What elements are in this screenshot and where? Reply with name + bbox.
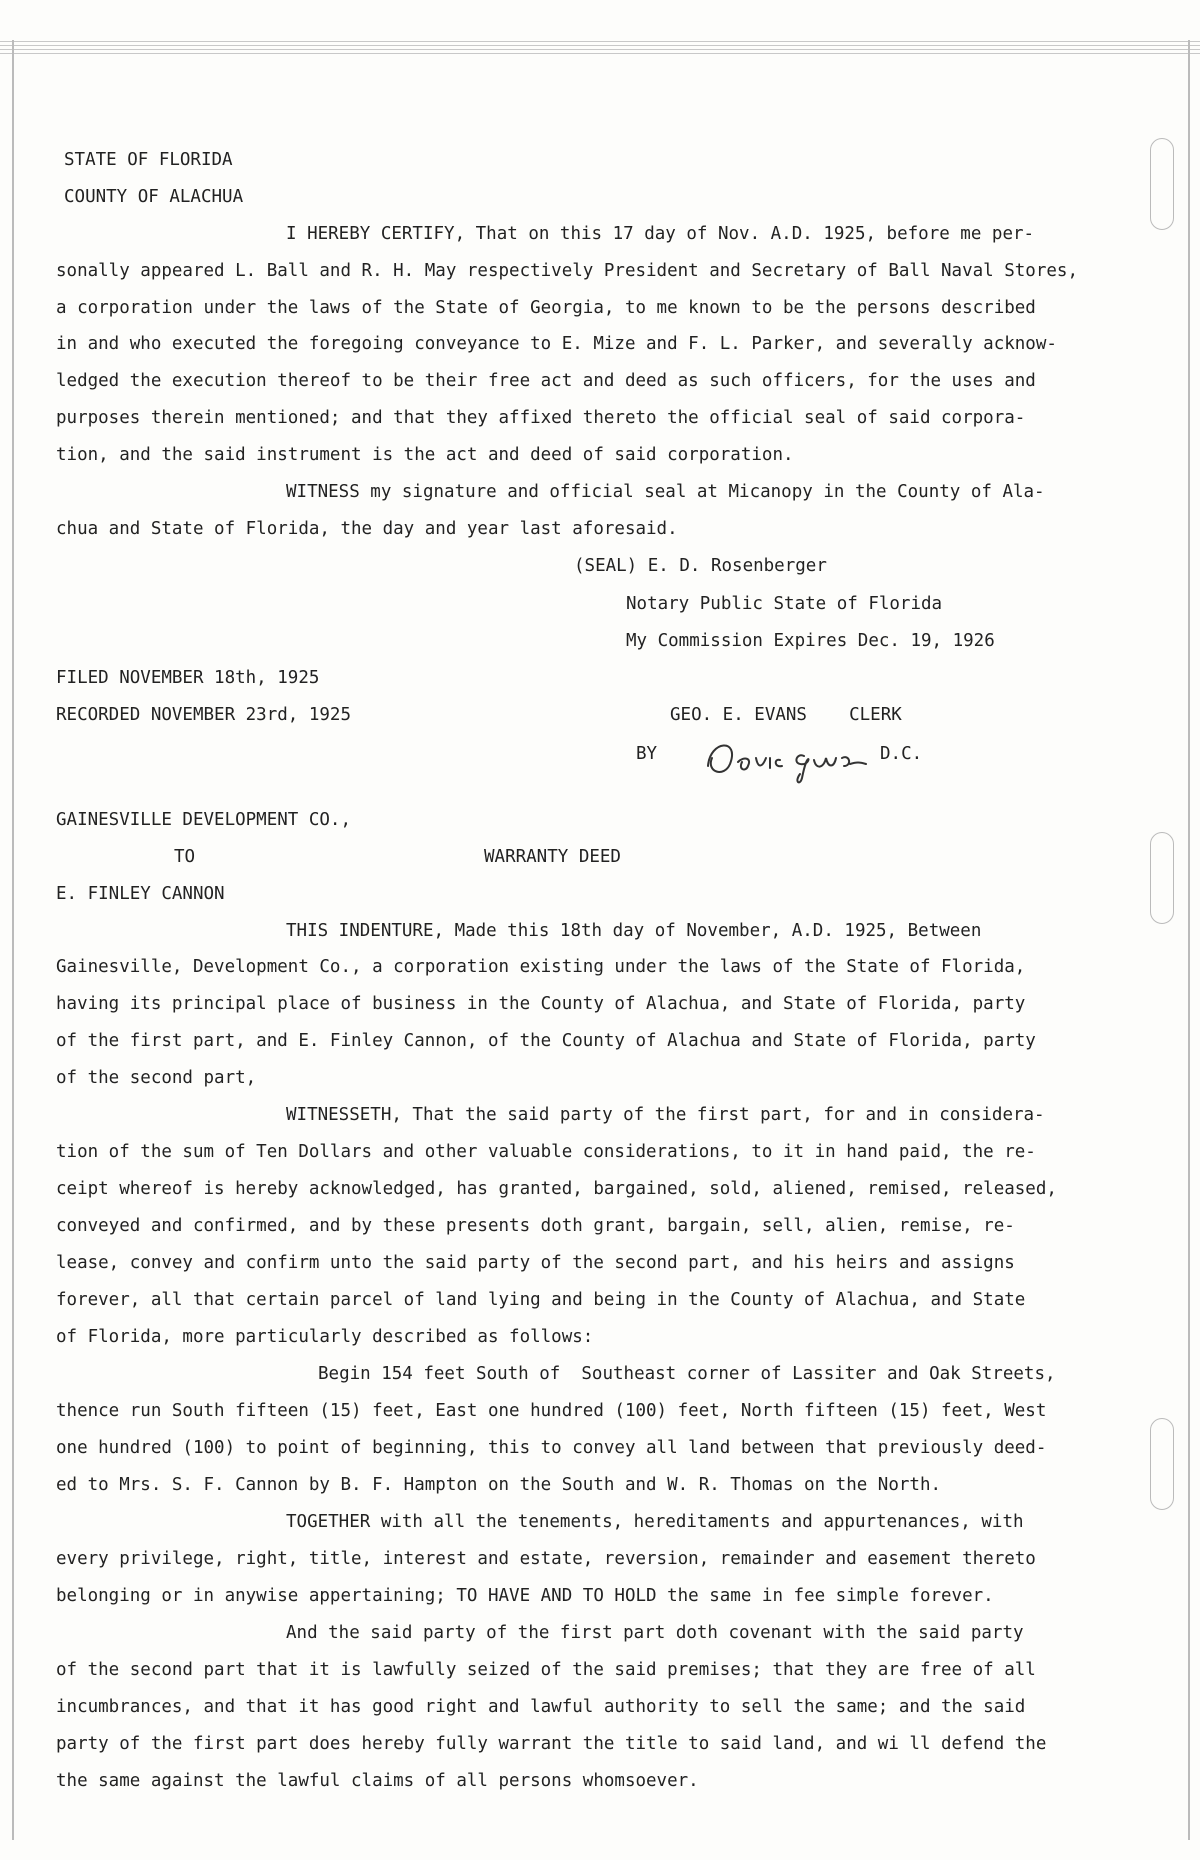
certificate-line: tion, and the said instrument is the act and deed of said corporation. (56, 445, 794, 465)
witnesseth-line: lease, convey and confirm unto the said party of the second part, and his heirs and assigns (56, 1253, 1015, 1273)
right-margin-rule (1188, 40, 1190, 1840)
witness-line: WITNESS my signature and official seal at Micanopy in the County of Ala- (286, 482, 1045, 502)
covenant-line: the same against the lawful claims of all persons whomsoever. (56, 1771, 699, 1791)
description-line: ed to Mrs. S. F. Cannon by B. F. Hampton on the South and W. R. Thomas on the North. (56, 1475, 942, 1495)
left-margin-rule (12, 40, 14, 1840)
county-heading: COUNTY OF ALACHUA (64, 187, 244, 207)
together-line: every privilege, right, title, interest and estate, reversion, remainder and easement thereto (56, 1549, 1036, 1569)
seal-notary-name: (SEAL) E. D. Rosenberger (574, 556, 827, 576)
witnesseth-line: forever, all that certain parcel of land lying and being in the County of Alachua, and State (56, 1290, 1026, 1310)
together-line: TOGETHER with all the tenements, hereditaments and appurtenances, with (286, 1512, 1024, 1532)
indenture-line: THIS INDENTURE, Made this 18th day of November, A.D. 1925, Between (286, 921, 982, 941)
grantee-name: E. FINLEY CANNON (56, 884, 225, 904)
deed-type: WARRANTY DEED (484, 847, 621, 867)
indenture-line: of the second part, (56, 1068, 257, 1088)
witnesseth-line: tion of the sum of Ten Dollars and other valuable considerations, to it in hand paid, the re- (56, 1142, 1036, 1162)
notary-title: Notary Public State of Florida (626, 594, 943, 614)
state-heading: STATE OF FLORIDA (64, 150, 233, 170)
witnesseth-line: WITNESSETH, That the said party of the first part, for and in considera- (286, 1105, 1045, 1125)
certificate-line: purposes therein mentioned; and that they affixed thereto the official seal of said corpora- (56, 408, 1026, 428)
covenant-line: incumbrances, and that it has good right and lawful authority to sell the same; and the said (56, 1697, 1026, 1717)
certificate-line: ledged the execution thereof to be their free act and deed as such officers, for the uses and (56, 371, 1036, 391)
certificate-line: sonally appeared L. Ball and R. H. May respectively President and Secretary of Ball Naval Stores, (56, 261, 1078, 281)
together-line: belonging or in anywise appertaining; TO HAVE AND TO HOLD the same in fee simple forever. (56, 1586, 994, 1606)
filed-date: FILED NOVEMBER 18th, 1925 (56, 668, 320, 688)
certificate-line: I HEREBY CERTIFY, That on this 17 day of Nov. A.D. 1925, before me per- (286, 224, 1035, 244)
binder-hole-middle (1150, 832, 1174, 924)
indenture-line: having its principal place of business in the County of Alachua, and State of Florida, party (56, 994, 1026, 1014)
clerk-name: GEO. E. EVANS CLERK (670, 705, 902, 725)
witnesseth-line: conveyed and confirmed, and by these presents doth grant, bargain, sell, alien, remise, re- (56, 1216, 1015, 1236)
binder-hole-top (1150, 138, 1174, 230)
witness-line: chua and State of Florida, the day and year last aforesaid. (56, 519, 678, 539)
covenant-line: And the said party of the first part doth covenant with the said party (286, 1623, 1024, 1643)
indenture-line: Gainesville, Development Co., a corporation existing under the laws of the State of Florida, (56, 957, 1026, 977)
binder-hole-bottom (1150, 1418, 1174, 1510)
description-line: one hundred (100) to point of beginning, this to convey all land between that previously deed- (56, 1438, 1047, 1458)
covenant-line: of the second part that it is lawfully seized of the said premises; that they are free of all (56, 1660, 1036, 1680)
witnesseth-line: of Florida, more particularly described as follows: (56, 1327, 594, 1347)
deputy-clerk-label: D.C. (880, 744, 923, 764)
description-line: Begin 154 feet South of Southeast corner of Lassiter and Oak Streets, (318, 1364, 1056, 1384)
indenture-line: of the first part, and E. Finley Cannon, of the County of Alachua and State of Florida, party (56, 1031, 1036, 1051)
certificate-line: in and who executed the foregoing conveyance to E. Mize and F. L. Parker, and severally acknow- (56, 334, 1057, 354)
covenant-line: party of the first part does hereby fully warrant the title to said land, and wi ll defend the (56, 1734, 1047, 1754)
grantor-name: GAINESVILLE DEVELOPMENT CO., (56, 810, 352, 830)
by-label: BY (636, 744, 658, 764)
certificate-line: a corporation under the laws of the State of Georgia, to me known to be the persons described (56, 298, 1036, 318)
to-label: TO (174, 847, 196, 867)
top-border (0, 38, 1200, 54)
witnesseth-line: ceipt whereof is hereby acknowledged, has granted, bargained, sold, aliened, remised, released, (56, 1179, 1057, 1199)
recorded-date: RECORDED NOVEMBER 23rd, 1925 (56, 705, 352, 725)
clerk-signature (700, 728, 880, 788)
commission-expiry: My Commission Expires Dec. 19, 1926 (626, 631, 995, 651)
description-line: thence run South fifteen (15) feet, East one hundred (100) feet, North fifteen (15) feet, West (56, 1401, 1047, 1421)
